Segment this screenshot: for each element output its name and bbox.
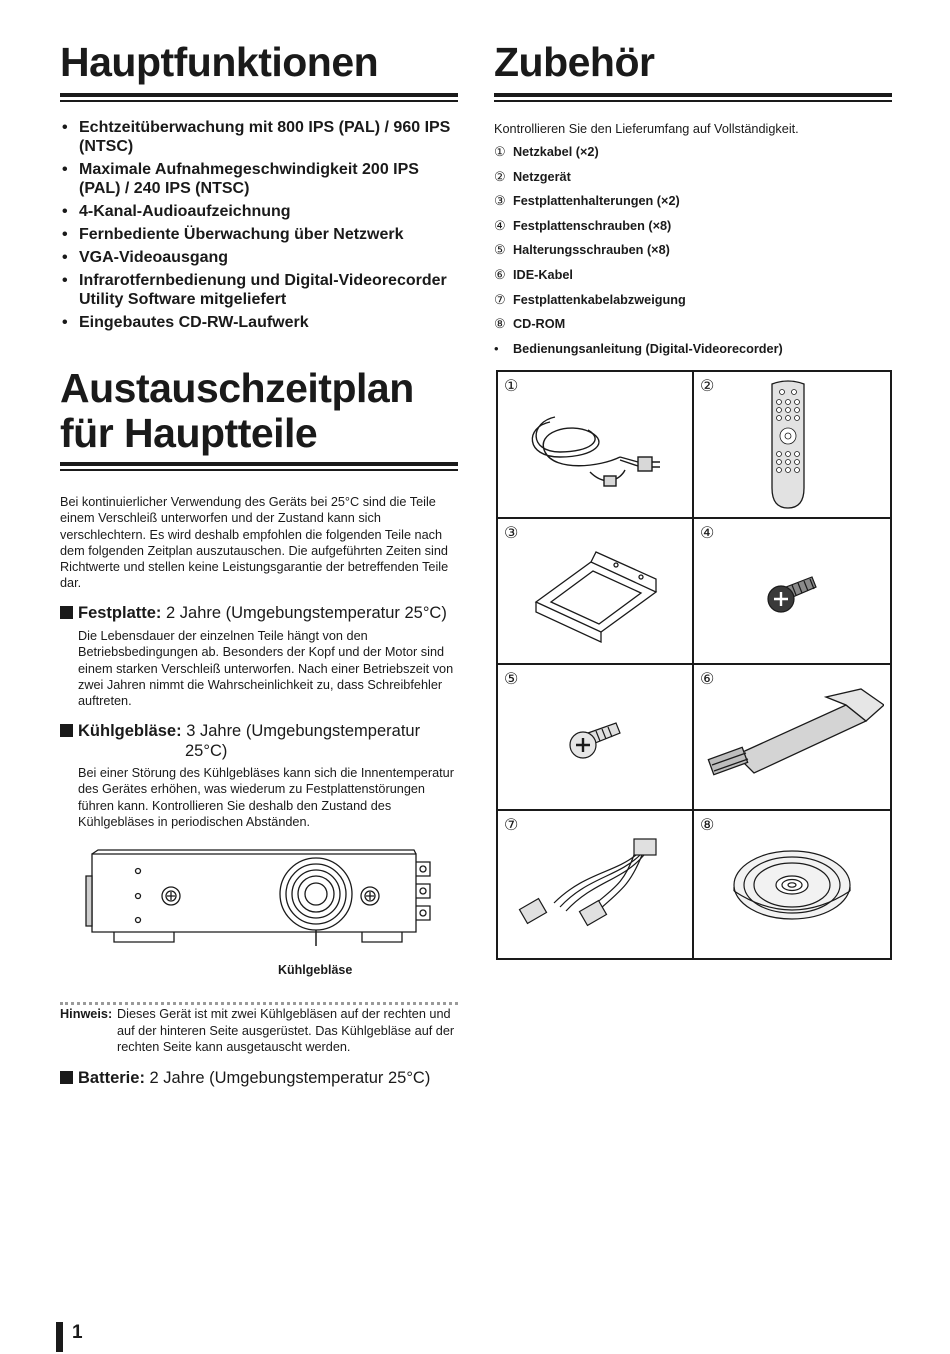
accessories-heading: Zubehör <box>494 39 655 85</box>
square-bullet-icon <box>60 606 73 619</box>
grid-cell-bracket-screw <box>498 665 692 810</box>
screw-icon <box>568 719 624 763</box>
hdd-bracket-icon <box>526 547 666 647</box>
dvr-front-illustration <box>78 846 458 946</box>
features-heading: Hauptfunktionen <box>60 39 379 85</box>
accessory-item: ① Netzkabel (×2) <box>494 144 599 159</box>
feature-item: • 4-Kanal-Audioaufzeichnung <box>60 202 458 221</box>
accessory-item: ⑧ CD-ROM <box>494 316 566 332</box>
battery-value: 2 Jahre (Umgebungstemperatur 25°C) <box>149 1069 431 1087</box>
grid-number: ⑦ <box>504 817 519 834</box>
cable-splitter-icon <box>514 833 674 933</box>
feature-item: • Eingebautes CD-RW-Laufwerk <box>60 313 458 332</box>
remote-control-icon <box>768 378 808 512</box>
battery-section-title <box>60 1068 430 1088</box>
note-text: Dieses Gerät ist mit zwei Kühlgebläsen auf der rechten und auf der hinteren Seite ausgerüstet. Das Kühlgebläse auf der rechten Seite kann ausgetauscht werden. <box>117 1007 455 1054</box>
square-bullet-icon <box>60 1071 73 1084</box>
accessories-intro: Kontrollieren Sie den Lieferumfang auf Vollständigkeit. <box>494 122 799 136</box>
fan-value-line2: 25°C) <box>185 742 228 760</box>
hdd-value: 2 Jahre (Umgebungstemperatur 25°C) <box>166 604 447 622</box>
schedule-intro: Bei kontinuierlicher Verwendung des Geräts bei 25°C sind die Teile einem Verschleiß unterworfen und der Zustand kann sich verschlechtern. Es wird deshalb empfohlen die folgenden Teile nach dem folgenden Zeitplan auszutauschen. Die aufgeführten Zeiten sind Richtwerte und stellen keine Leistungsgarantie der betreffenden Teile dar. <box>60 495 449 591</box>
feature-item: • Fernbediente Überwachung über Netzwerk <box>60 225 458 244</box>
page-number-bar <box>56 1322 63 1352</box>
accessory-item: • Bedienungsanleitung (Digital-Videorecorder) <box>494 340 783 356</box>
schedule-heading-rule <box>60 462 458 466</box>
grid-cell-cd-rom <box>694 811 888 956</box>
grid-number: ⑤ <box>504 671 519 688</box>
feature-item: • VGA-Videoausgang <box>60 248 458 267</box>
accessory-item: ⑥ IDE-Kabel <box>494 266 573 282</box>
grid-number: ⑥ <box>700 671 715 688</box>
grid-cell-cable-splitter <box>498 811 692 956</box>
page-number: 1 <box>72 1322 83 1343</box>
grid-cell-hdd-screw <box>694 519 888 664</box>
accessories-grid <box>496 370 892 960</box>
grid-cell-hdd-bracket <box>498 519 692 664</box>
ide-cable-icon <box>706 685 884 785</box>
hdd-section-title <box>60 603 447 623</box>
grid-cell-remote <box>694 372 888 517</box>
features-heading-rule <box>60 93 458 97</box>
battery-label: Batterie: <box>78 1069 145 1087</box>
grid-number: ② <box>700 378 715 395</box>
accessories-list <box>494 144 783 365</box>
screw-icon <box>766 573 820 617</box>
accessory-item: ④ Festplattenschrauben (×8) <box>494 217 672 233</box>
feature-item: • Echtzeitüberwachung mit 800 IPS (PAL) / 960 IPS (NTSC) <box>60 118 458 156</box>
grid-cell-power-cord <box>498 372 692 517</box>
grid-number: ⑧ <box>700 817 715 834</box>
note-separator <box>60 1002 458 1005</box>
grid-number: ③ <box>504 525 519 542</box>
accessories-heading-rule <box>494 93 892 97</box>
accessory-item: ③ Festplattenhalterungen (×2) <box>494 193 680 209</box>
square-bullet-icon <box>60 724 73 737</box>
hdd-text: Die Lebensdauer der einzelnen Teile hängt von den Betriebsbedingungen ab. Besonders der Kopf und der Motor sind einem starken Verschleiß unterworfen. Nach einer Betriebszeit von zwei Jahren nimmt die Wahrscheinlichkeit zu, dass Schreibfehler auftreten. <box>78 629 454 709</box>
note-label: Hinweis: <box>60 1007 113 1021</box>
grid-cell-ide-cable <box>694 665 888 810</box>
schedule-heading-line2: für Hauptteile <box>60 410 318 456</box>
cd-rom-icon <box>730 847 854 927</box>
accessory-item: ② Netzgerät <box>494 168 571 184</box>
power-cord-icon <box>520 402 670 502</box>
hdd-label: Festplatte: <box>78 604 162 622</box>
accessory-item: ⑤ Halterungsschrauben (×8) <box>494 242 670 258</box>
feature-item: • Maximale Aufnahmegeschwindigkeit 200 IPS (PAL) / 240 IPS (NTSC) <box>60 160 458 198</box>
feature-item: • Infrarotfernbedienung und Digital-Videorecorder Utility Software mitgeliefert <box>60 271 458 309</box>
fan-value-line1: 3 Jahre (Umgebungstemperatur <box>186 722 421 740</box>
fan-caption: Kühlgebläse <box>278 963 353 977</box>
schedule-heading <box>60 366 414 456</box>
fan-section-title <box>60 721 420 741</box>
grid-number: ④ <box>700 525 715 542</box>
fan-text: Bei einer Störung des Kühlgebläses kann sich die Innentemperatur des Gerätes erhöhen, was wiederum zu Festplattenstörungen führen kann. Kontrollieren Sie deshalb den Zustand des Kühlgebläses in periodischen Abständen. <box>78 766 454 829</box>
accessory-item: ⑦ Festplattenkabelabzweigung <box>494 291 686 307</box>
fan-label: Kühlgebläse: <box>78 722 182 740</box>
schedule-heading-line1: Austauschzeitplan <box>60 365 414 411</box>
grid-number: ① <box>504 378 519 395</box>
features-list <box>60 118 458 336</box>
